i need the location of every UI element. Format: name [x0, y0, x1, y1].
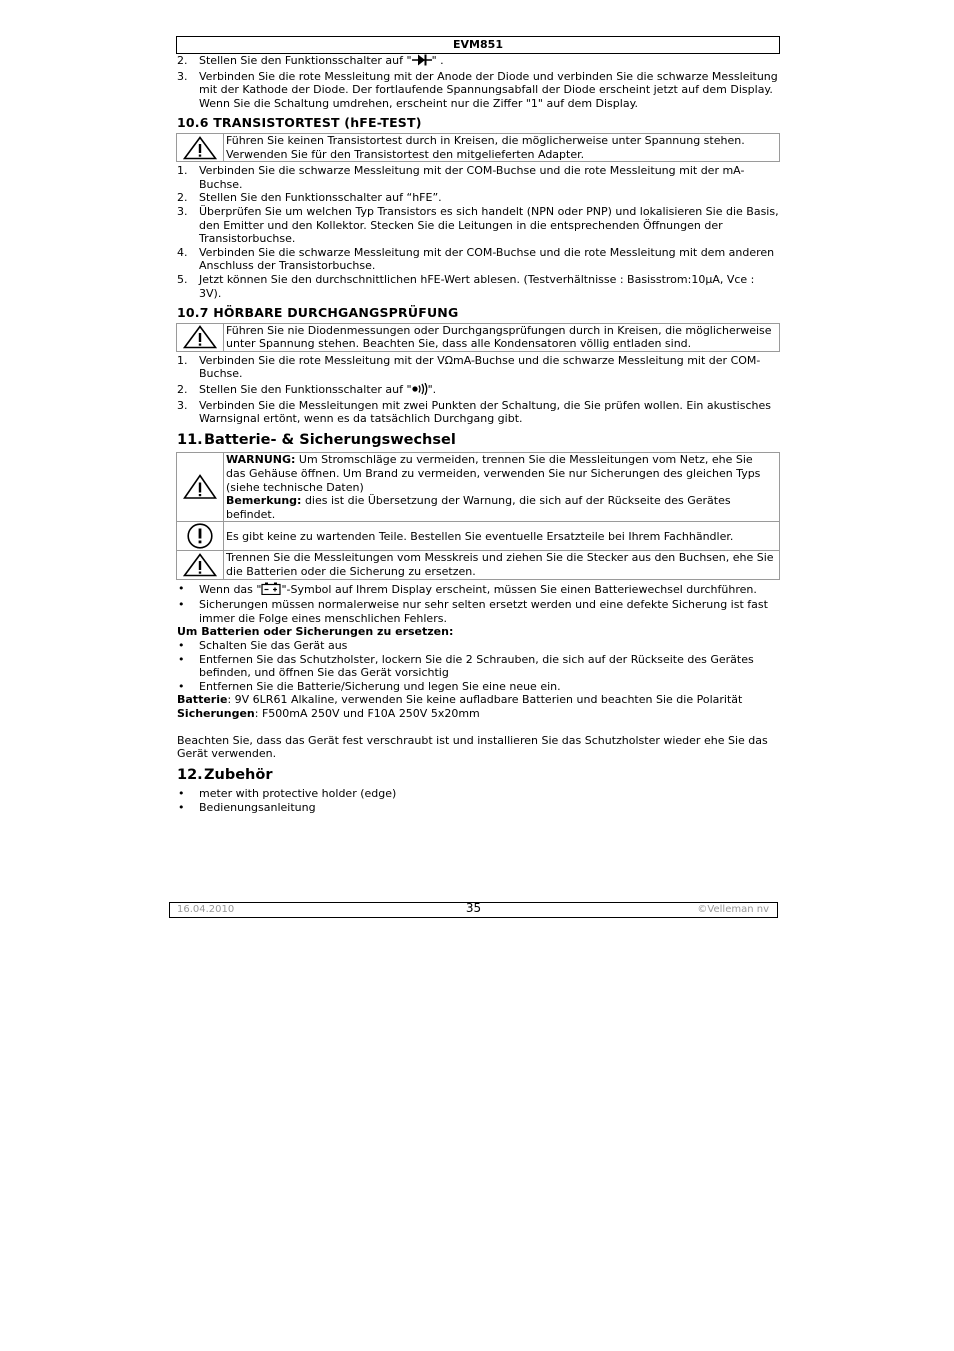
bullet-text: Schalten Sie das Gerät aus — [199, 638, 348, 652]
list-item — [176, 399, 780, 426]
warning-row — [177, 453, 779, 521]
step-number: 4. — [177, 245, 188, 259]
warning-row — [177, 550, 779, 578]
step-text: Stellen Sie den Funktionsschalter auf " — [199, 54, 412, 67]
battery-value: : 9V 6LR61 Alkaline, verwenden Sie keine aufladbare Batterien und beachten Sie die Polarität — [227, 693, 743, 707]
step-text: Verbinden Sie die schwarze Messleitung mit der COM-Buchse und die rote Messleitung mit dem anderen Anschluss der Transistorbuchse. — [199, 245, 775, 273]
continuity-steps — [176, 354, 780, 426]
step-number: 1. — [177, 353, 188, 367]
step-number: 1. — [177, 164, 188, 178]
step-text: " . — [431, 54, 444, 67]
list-item — [176, 191, 780, 205]
bullet: • — [178, 652, 185, 666]
diode-icon — [412, 54, 432, 70]
page-footer — [169, 902, 778, 918]
note-label: Bemerkung: — [226, 494, 302, 508]
step-text: Verbinden Sie die schwarze Messleitung mit der COM-Buchse und die rote Messleitung mit der mA-Buchse. — [199, 164, 745, 191]
step-text: Stellen Sie den Funktionsschalter auf “hFE”. — [199, 191, 442, 205]
warning-label: WARNUNG: — [226, 453, 296, 467]
warning-triangle-icon — [177, 324, 224, 351]
manual-page — [176, 36, 780, 815]
list-item — [176, 801, 780, 815]
warning-body: Um Stromschläge zu vermeiden, trennen Sie die Messleitungen vom Netz, ehe Sie das Gehäuse öffnen. Um Brand zu vermeiden, verwenden Sie nur Sicherungen des gleichen Typs (siehe technische Daten) — [226, 453, 761, 494]
diode-steps — [176, 54, 780, 110]
list-item — [176, 164, 780, 191]
section-number: 11. — [177, 431, 203, 448]
step-number: 2. — [177, 383, 188, 397]
section-title — [177, 766, 780, 783]
section-heading: 10.7 HÖRBARE DURCHGANGSPRÜFUNG — [177, 305, 459, 321]
list-item — [176, 639, 780, 653]
step-number: 2. — [177, 191, 188, 205]
warning-text: Trennen Sie die Messleitungen vom Messkreis und ziehen Sie die Stecker aus den Buchsen, ehe Sie die Batterien oder die Sicherung zu ersetzen. — [226, 551, 774, 578]
step-text: Verbinden Sie die Messleitungen mit zwei Punkten der Schaltung, die Sie prüfen wollen. Ein akustisches Warnsignal ertönt, wenn es da tatsächlich Durchgang gibt. — [199, 398, 771, 426]
step-text: Verbinden Sie die rote Messleitung mit der Anode der Diode und verbinden Sie die schwarze Messleitung mit der Kathode der Diode. Der fortlaufende Spannungsabfall der Diode erscheint jetzt auf dem Display. Wenn Sie die Schaltung umdrehen, erscheint nur die Ziffer "1" auf dem Display. — [199, 69, 778, 110]
list-item — [176, 582, 780, 599]
bullet: • — [178, 581, 185, 595]
list-item — [176, 598, 780, 625]
warning-text: Führen Sie keinen Transistortest durch in Kreisen, die möglicherweise unter Spannung stehen. Verwenden Sie für den Transistortest den mitgelieferten Adapter. — [226, 133, 745, 161]
footer-copyright: ©Velleman nv — [697, 904, 769, 915]
list-item — [176, 680, 780, 694]
step-text: Jetzt können Sie den durchschnittlichen hFE-Wert ablesen. (Testverhältnisse : Basisstrom:10µA, Vce : 3V). — [199, 272, 755, 300]
step-number: 3. — [177, 69, 188, 83]
step-text: Stellen Sie den Funktionsschalter auf " — [199, 383, 412, 397]
battery-icon — [261, 582, 281, 599]
fuse-label: Sicherungen — [177, 706, 255, 720]
list-item — [176, 354, 780, 381]
bullet-text: Entfernen Sie die Batterie/Sicherung und legen Sie eine neue ein. — [199, 679, 561, 693]
step-text: ". — [427, 383, 437, 397]
fuse-value: : F500mA 250V und F10A 250V 5x20mm — [254, 706, 480, 720]
exclamation-circle-icon — [177, 522, 224, 550]
bullet-text: meter with protective holder (edge) — [199, 787, 397, 801]
bullet-text: Entfernen Sie das Schutzholster, lockern Sie die 2 Schrauben, die sich auf der Rückseite des Gerätes befinden, und öffnen Sie das Gerät vorsichtig — [199, 652, 754, 680]
step-number: 2. — [177, 54, 188, 67]
warning-box — [176, 133, 780, 162]
battery-label: Batterie — [177, 693, 228, 707]
buzzer-icon — [412, 383, 428, 399]
list-item — [176, 787, 780, 801]
transistor-steps — [176, 164, 780, 300]
warning-text: Führen Sie nie Diodenmessungen oder Durchgangsprüfungen durch in Kreisen, die möglicherweise unter Spannung stehen. Beachten Sie, dass alle Kondensatoren völlig entladen sind. — [226, 323, 772, 351]
replace-heading: Um Batterien oder Sicherungen zu ersetzen: — [177, 625, 454, 639]
step-number: 3. — [177, 398, 188, 412]
warning-table — [176, 452, 780, 579]
bullet: • — [178, 598, 185, 612]
list-item — [176, 54, 780, 70]
warning-triangle-icon — [177, 551, 224, 578]
page-number: 35 — [465, 901, 482, 915]
bullet-text: Wenn das " — [199, 582, 262, 596]
bullet: • — [178, 679, 185, 693]
section-number: 12. — [177, 766, 203, 783]
page-header — [176, 36, 780, 54]
step-number: 5. — [177, 272, 188, 286]
step-text: Überprüfen Sie um welchen Typ Transistors es sich handelt (NPN oder PNP) und lokalisieren Sie die Basis, den Emitter und den Kollektor. Stecken Sie die Leitungen in die entsprechenden Öffnungen der Transistorbuchse. — [199, 204, 779, 246]
section-title-text: Zubehör — [204, 766, 273, 783]
bullet: • — [178, 800, 185, 814]
note-body: dies ist die Übersetzung der Warnung, die sich auf der Rückseite des Gerätes befindet. — [226, 494, 731, 521]
info-text: Es gibt keine zu wartenden Teile. Bestellen Sie eventuelle Ersatzteile bei Ihrem Fachhändler. — [226, 529, 734, 543]
model-number: EVM851 — [453, 38, 503, 51]
bullet-text: "-Symbol auf Ihrem Display erscheint, müssen Sie einen Batteriewechsel durchführen. — [281, 582, 757, 596]
bullet: • — [178, 638, 185, 652]
section-heading: 10.6 TRANSISTORTEST (hFE-TEST) — [177, 115, 422, 131]
footer-date: 16.04.2010 — [177, 904, 235, 915]
list-item — [176, 383, 780, 399]
bullet: • — [178, 787, 185, 801]
fuse-spec — [177, 707, 780, 721]
warning-triangle-icon — [177, 453, 224, 521]
list-item — [176, 653, 780, 680]
info-row — [177, 521, 779, 550]
step-text: Verbinden Sie die rote Messleitung mit der VΩmA-Buchse und die schwarze Messleitung mit der COM-Buchse. — [199, 353, 761, 381]
battery-spec — [177, 693, 780, 707]
list-item — [176, 70, 780, 111]
warning-text — [224, 453, 779, 521]
list-item — [176, 273, 780, 300]
closing-note: Beachten Sie, dass das Gerät fest verschraubt ist und installieren Sie das Schutzholster wieder ehe Sie das Gerät verwenden. — [177, 733, 768, 761]
warning-triangle-icon — [177, 134, 224, 161]
section-title — [177, 431, 780, 448]
battery-bullets — [176, 582, 780, 626]
accessories-list — [176, 787, 780, 814]
bullet-text: Bedienungsanleitung — [199, 800, 316, 814]
bullet-text: Sicherungen müssen normalerweise nur sehr selten ersetzt werden und eine defekte Sicherung ist fast immer die Folge eines menschlichen Fehlers. — [199, 598, 768, 625]
list-item — [176, 205, 780, 246]
replace-steps — [176, 639, 780, 693]
list-item — [176, 246, 780, 273]
warning-box — [176, 323, 780, 352]
step-number: 3. — [177, 204, 188, 218]
section-title-text: Batterie- & Sicherungswechsel — [204, 431, 456, 448]
